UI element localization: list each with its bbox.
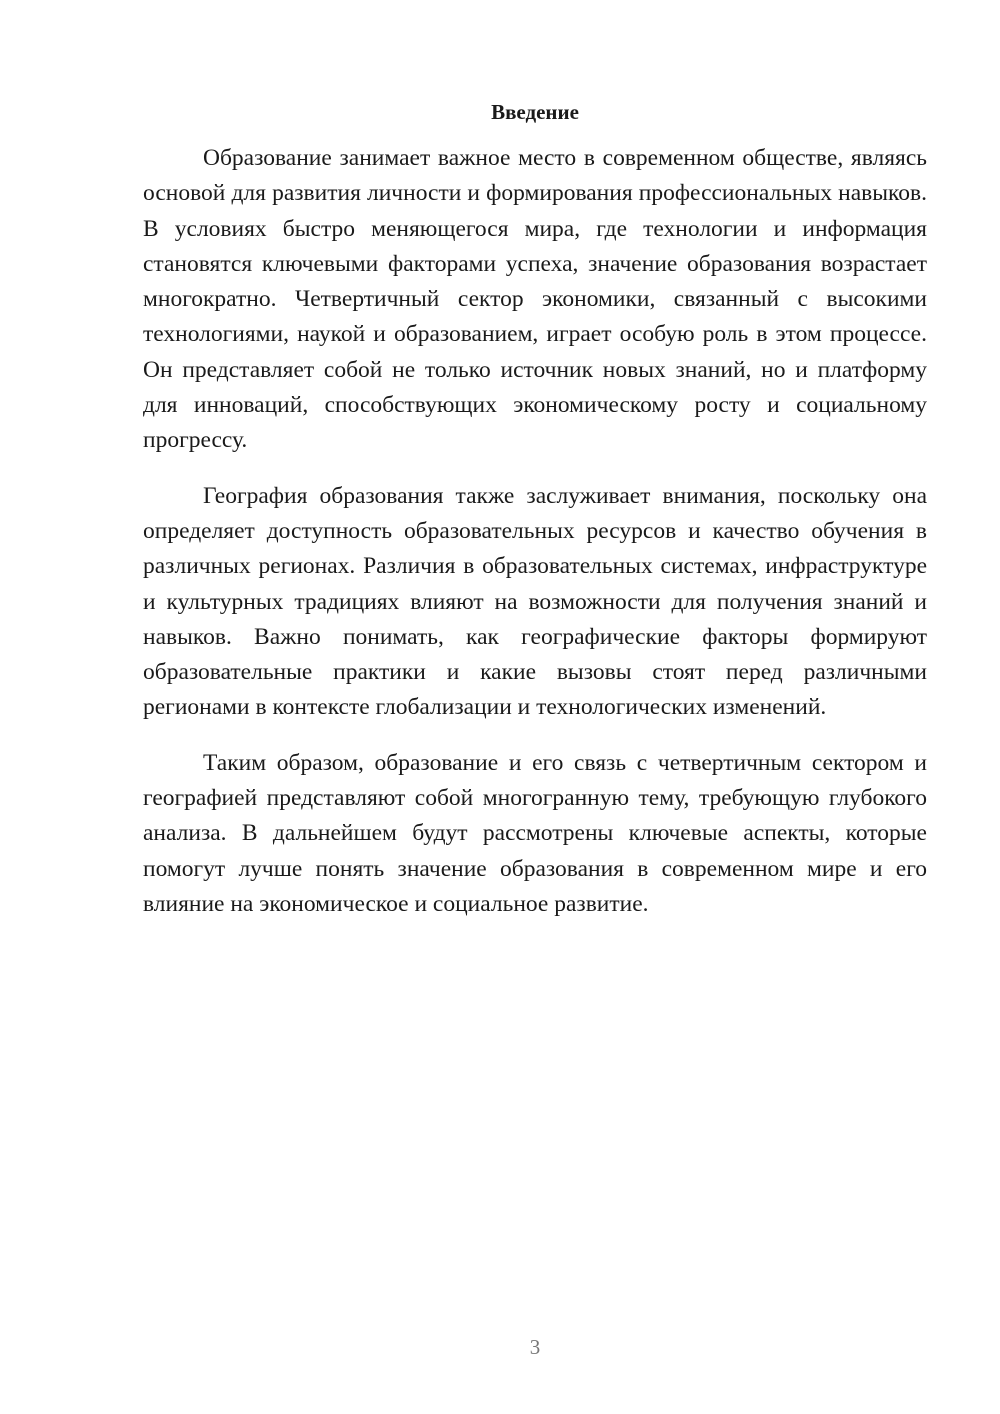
paragraph-3: Таким образом, образование и его связь с четвертичным сектором и географией представляют собой многогранную тему, требующую глубокого анализа. В дальнейшем будут рассмотрены ключевые аспекты, которые помогут лучше понять значение образования в современном мире и его влияние на экономическое и социальное развитие.: [143, 749, 927, 917]
paragraph-2: География образования также заслуживает внимания, поскольку она определяет доступность образовательных ресурсов и качество обучения в различных регионах. Различия в образовательных системах, инфраструктуре и культурных традициях влияют на возможности для получения знаний и навыков. Важно понимать, как географические факторы формируют образовательные практики и какие вызовы стоят перед различными регионами в контексте глобализации и технологических изменений.: [143, 482, 927, 721]
body-text: [143, 141, 927, 942]
section-heading: Введение: [491, 100, 579, 124]
page-number: 3: [529, 1335, 541, 1359]
paragraph-1: Образование занимает важное место в современном обществе, являясь основой для развития личности и формирования профессиональных навыков. В условиях быстро меняющегося мира, где технологии и информация становятся ключевыми факторами успеха, значение образования возрастает многократно. Четвертичный сектор экономики, связанный с высокими технологиями, наукой и образованием, играет особую роль в этом процессе. Он представляет собой не только источник новых знаний, но и платформу для инноваций, способствующих экономическому росту и социальному прогрессу.: [143, 145, 927, 454]
